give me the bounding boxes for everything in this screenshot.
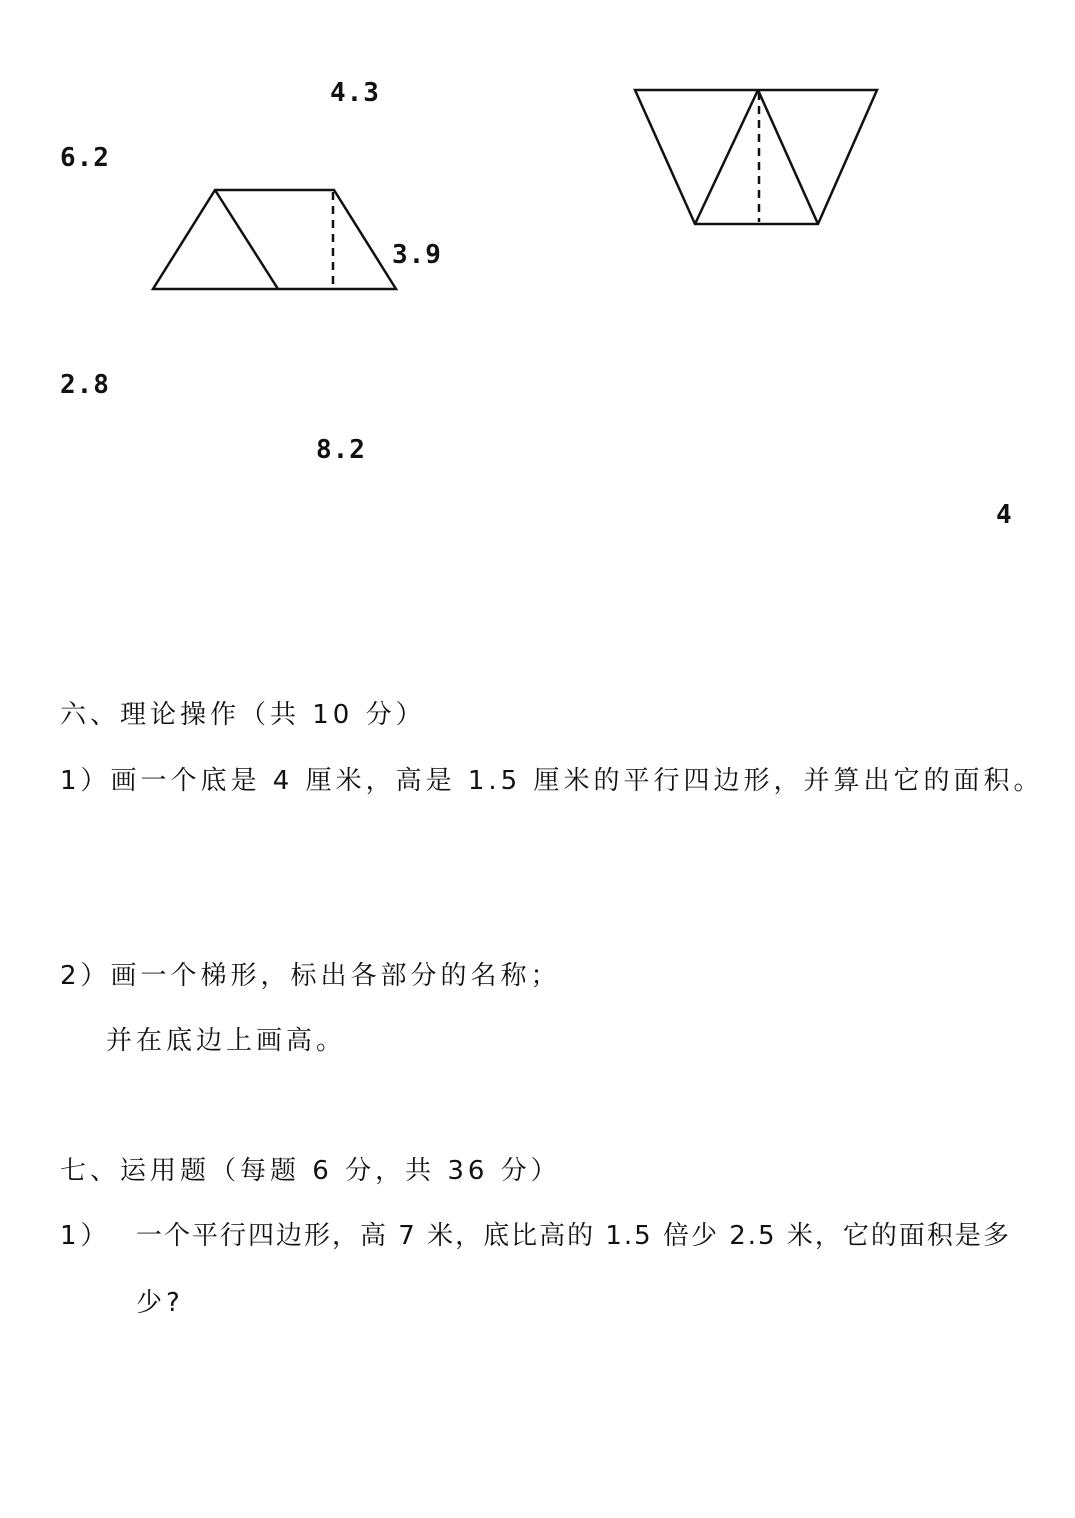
section6-question-2-line2: 并在底边上画高。: [106, 1026, 347, 1056]
section7-question-1-line2: 少?: [136, 1288, 184, 1318]
section6-question-2-line1: 2）画一个梯形，标出各部分的名称；: [60, 961, 561, 991]
section6-heading: 六、理论操作（共 10 分）: [60, 700, 426, 730]
figure1-trapezoid-outline: [153, 190, 396, 289]
section7-question-1-line1: 一个平行四边形，高 7 米，底比高的 1.5 倍少 2.5 米，它的面积是多: [136, 1221, 1011, 1251]
figure1-label-bottom: 8.2: [316, 435, 366, 465]
section6-question-1: 1）画一个底是 4 厘米，高是 1.5 厘米的平行四边形，并算出它的面积。: [60, 766, 1044, 796]
figure1-inner-diagonal: [215, 190, 278, 289]
figure1-label-side: 3.9: [392, 240, 442, 270]
figure1-label-left: 6.2: [60, 143, 110, 173]
figure1-label-bottom-left: 2.8: [60, 370, 110, 400]
figure2-left-diagonal: [695, 90, 758, 224]
figure1-label-top: 4.3: [330, 78, 380, 108]
figure1-trapezoid-diagram: [0, 0, 1075, 320]
figure2-right-diagonal: [758, 90, 818, 224]
figure2-label: 4: [996, 500, 1013, 530]
section7-question-1-number: 1）: [60, 1221, 111, 1251]
section7-heading: 七、运用题（每题 6 分，共 36 分）: [60, 1156, 561, 1186]
figure2-trapezoid-outline: [635, 90, 877, 224]
